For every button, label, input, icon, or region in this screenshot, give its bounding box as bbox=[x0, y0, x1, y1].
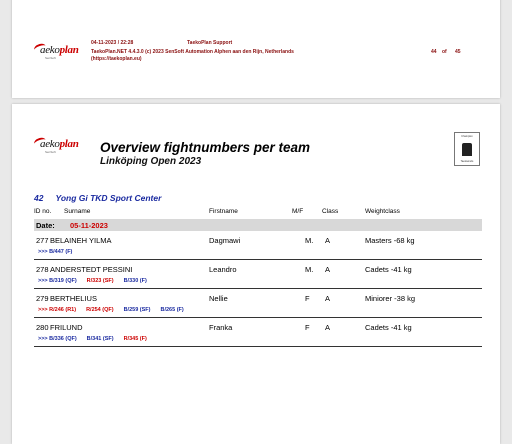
cell-firstname: Nellie bbox=[209, 294, 228, 303]
tournament-badge: Champion Taekwondo bbox=[454, 132, 480, 166]
cell-class: A bbox=[325, 323, 331, 332]
cell-class: A bbox=[325, 265, 331, 274]
tournament-name: Linköping Open 2023 bbox=[100, 156, 202, 167]
table-row bbox=[34, 232, 482, 260]
cell-mf: M. bbox=[305, 236, 314, 245]
fight-number: R/254 (QF) bbox=[86, 307, 114, 313]
table-row bbox=[34, 290, 482, 318]
team-number: 42 bbox=[34, 193, 44, 203]
fight-numbers bbox=[38, 278, 157, 284]
cell-firstname: Dagmawi bbox=[209, 236, 241, 245]
team-name: Yong Gi TKD Sport Center bbox=[55, 193, 162, 203]
date-label: Date: bbox=[36, 221, 55, 230]
cell-id: 279 bbox=[36, 294, 49, 303]
fight-number: >>> B/336 (QF) bbox=[38, 336, 77, 342]
cell-surname: BELAINEH YILMA bbox=[50, 236, 112, 245]
cell-id: 280 bbox=[36, 323, 49, 332]
col-mf: M/F bbox=[292, 208, 304, 215]
cell-class: A bbox=[325, 294, 331, 303]
cell-surname: ANDERSTEDT PESSINI bbox=[50, 265, 133, 274]
date-bar bbox=[34, 219, 482, 231]
copyright-line: TaekoPlan.NET 4.4.3.0 (c) 2023 SenSoft Automation Alphen aan den Rijn, Netherlands bbox=[91, 49, 294, 55]
fight-number: R/323 (SF) bbox=[86, 278, 114, 284]
product-name: TaekoPlan Support bbox=[187, 40, 233, 46]
fight-numbers bbox=[38, 249, 82, 255]
col-weightclass: Weightclass bbox=[365, 208, 400, 215]
previous-page bbox=[12, 0, 500, 98]
print-datetime: 04-11-2023 / 22:28 bbox=[91, 40, 134, 46]
cell-firstname: Leandro bbox=[209, 265, 237, 274]
fight-number: B/341 (SF) bbox=[86, 336, 114, 342]
page-number-of: of bbox=[442, 49, 447, 55]
fight-number: >>> B/447 (F) bbox=[38, 249, 73, 255]
website-url[interactable]: (https://taekoplan.eu) bbox=[91, 56, 142, 62]
cell-class: A bbox=[325, 236, 331, 245]
col-id: ID no. bbox=[34, 208, 52, 215]
fight-numbers bbox=[38, 336, 157, 342]
table-row bbox=[34, 319, 482, 347]
fight-number: >>> B/319 (QF) bbox=[38, 278, 77, 284]
cell-surname: FRILUND bbox=[50, 323, 83, 332]
cell-mf: F bbox=[305, 294, 310, 303]
cell-mf: F bbox=[305, 323, 310, 332]
report-page bbox=[12, 104, 500, 444]
taekoplan-logo: aekoplan SenSoft bbox=[34, 134, 82, 158]
col-surname: Surname bbox=[64, 208, 91, 215]
fight-number: R/345 (F) bbox=[123, 336, 147, 342]
team-heading bbox=[34, 193, 161, 203]
col-class: Class bbox=[322, 208, 339, 215]
page-number-total: 45 bbox=[455, 49, 461, 55]
cell-weightclass: Cadets -41 kg bbox=[365, 265, 412, 274]
fight-number: B/259 (SF) bbox=[123, 307, 151, 313]
fight-number: B/265 (F) bbox=[160, 307, 184, 313]
cell-weightclass: Cadets -41 kg bbox=[365, 323, 412, 332]
cell-id: 278 bbox=[36, 265, 49, 274]
cell-firstname: Franka bbox=[209, 323, 233, 332]
cell-mf: M. bbox=[305, 265, 314, 274]
cell-weightclass: Miniorer -38 kg bbox=[365, 294, 416, 303]
cell-id: 277 bbox=[36, 236, 49, 245]
taekoplan-logo: aekoplan SenSoft bbox=[34, 40, 82, 64]
trophy-icon bbox=[462, 143, 472, 156]
page-number-current: 44 bbox=[431, 49, 437, 55]
report-title: Overview fightnumbers per team bbox=[100, 140, 311, 155]
fight-number: >>> R/246 (R1) bbox=[38, 307, 77, 313]
date-value: 05-11-2023 bbox=[70, 221, 108, 230]
cell-surname: BERTHELIUS bbox=[50, 294, 97, 303]
table-row bbox=[34, 261, 482, 289]
fight-number: B/330 (F) bbox=[123, 278, 147, 284]
cell-weightclass: Masters -68 kg bbox=[365, 236, 415, 245]
col-firstname: Firstname bbox=[209, 208, 238, 215]
fight-numbers bbox=[38, 307, 194, 313]
